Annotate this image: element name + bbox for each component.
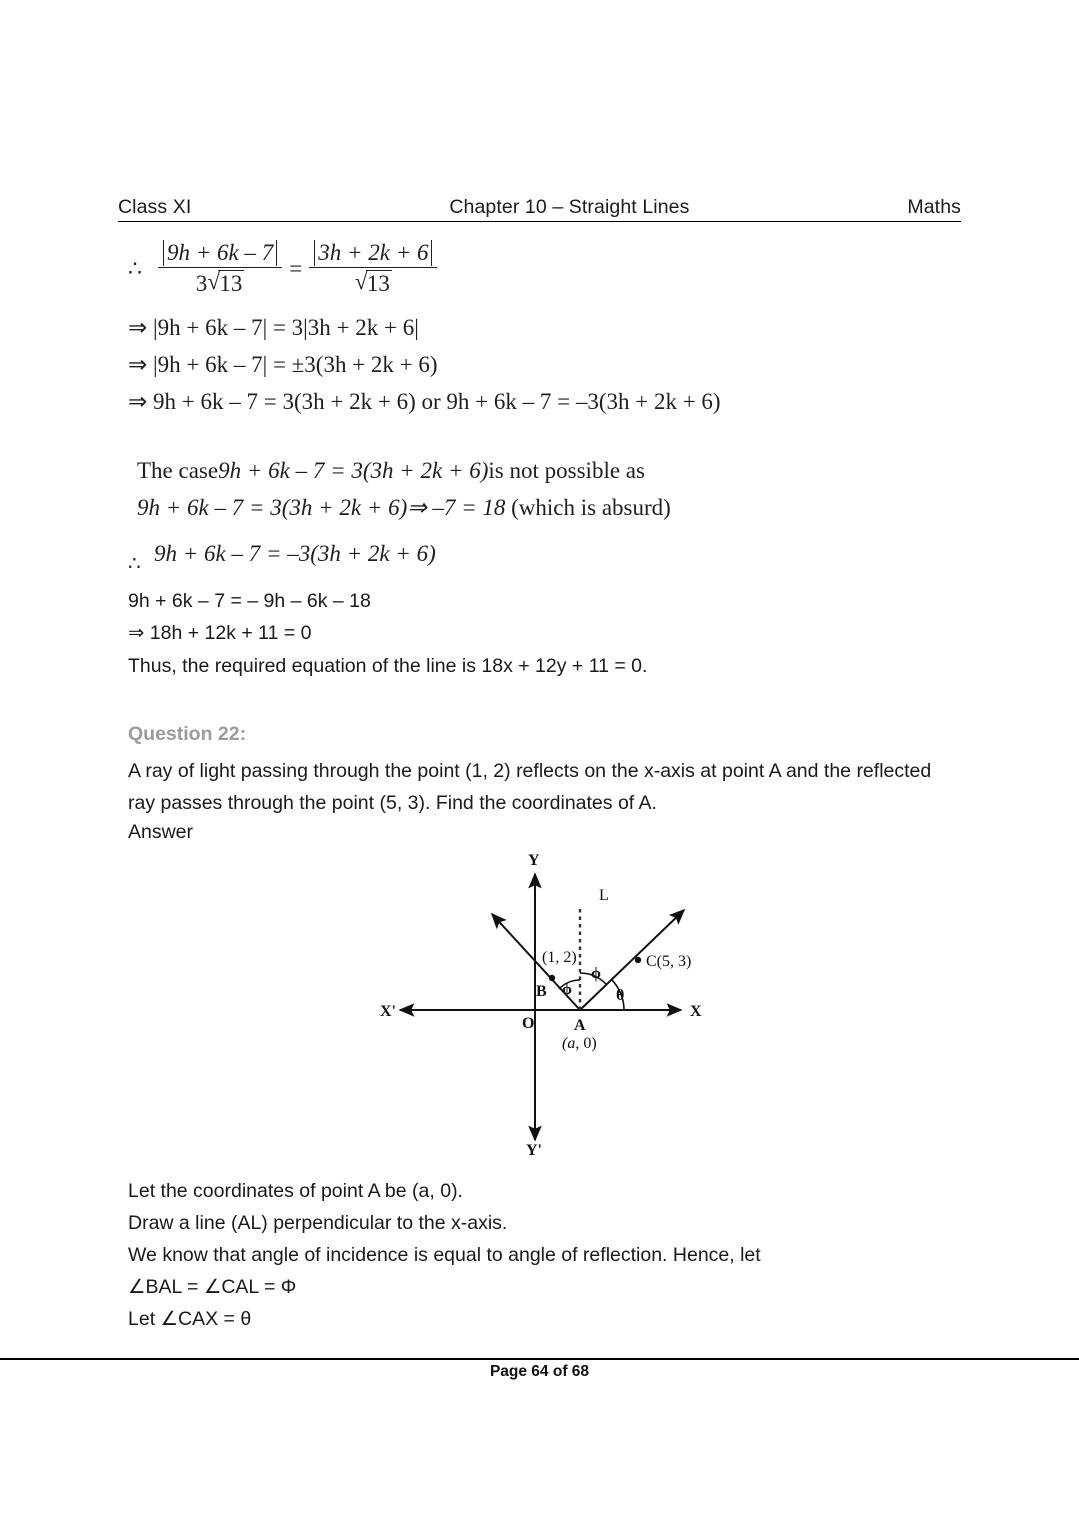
solution-line-2: Draw a line (AL) perpendicular to the x-axis. bbox=[128, 1212, 508, 1234]
equation-line-4: ⇒ 9h + 6k – 7 = 3(3h + 2k + 6) or 9h + 6k – 7 = –3(3h + 2k + 6) bbox=[128, 389, 721, 414]
equation-fraction-row bbox=[128, 240, 441, 297]
label-point-a: A bbox=[574, 1017, 586, 1034]
conclusion-equation: 9h + 6k – 7 = –3(3h + 2k + 6) bbox=[154, 541, 436, 566]
equation-line-3: ⇒ |9h + 6k – 7| = ±3(3h + 2k + 6) bbox=[128, 352, 438, 377]
solution-line-1: Let the coordinates of point A be (a, 0). bbox=[128, 1180, 463, 1202]
solution-line-5: Let ∠CAX = θ bbox=[128, 1308, 252, 1330]
label-y-negative: Y' bbox=[526, 1142, 542, 1159]
absurd-remark: (which is absurd) bbox=[511, 495, 671, 520]
label-angle-theta: θ bbox=[616, 987, 625, 1004]
label-angle-phi-left: ϕ bbox=[562, 981, 572, 998]
point-c-dot bbox=[635, 957, 641, 963]
absurd-implication: ⇒ –7 = 18 bbox=[407, 495, 506, 520]
page-number: Page 64 of 68 bbox=[489, 1363, 590, 1380]
solution-line-4: ∠BAL = ∠CAL = Φ bbox=[128, 1276, 297, 1298]
plain-equation-1: 9h + 6k – 7 = – 9h – 6k – 18 bbox=[128, 590, 371, 612]
conclusion-statement: Thus, the required equation of the line is 18x + 12y + 11 = 0. bbox=[128, 655, 648, 677]
fraction-left bbox=[158, 240, 282, 297]
absurd-line bbox=[137, 495, 671, 521]
label-x-negative: X' bbox=[380, 1003, 396, 1020]
fraction-left-numerator: 9h + 6k – 7 bbox=[163, 240, 277, 266]
question-text: A ray of light passing through the point (1, 2) reflects on the x-axis at point A and the reflected ray passes through the point (5, 3). Find the coordinates of A. bbox=[128, 760, 932, 814]
case-intro-prefix: The case bbox=[137, 458, 219, 483]
point-b-dot bbox=[549, 975, 555, 981]
case-intro-equation: 9h + 6k – 7 = 3(3h + 2k + 6) bbox=[218, 458, 489, 483]
footer-divider bbox=[0, 1358, 1079, 1360]
header-subject: Maths bbox=[907, 196, 961, 218]
label-point-b: B bbox=[536, 983, 547, 1000]
answer-label: Answer bbox=[128, 821, 194, 843]
absurd-equation: 9h + 6k – 7 = 3(3h + 2k + 6) bbox=[137, 495, 408, 520]
fraction-right-denominator: √ 13 bbox=[350, 268, 397, 297]
solution-line-3: We know that angle of incidence is equal to angle of reflection. Hence, let bbox=[128, 1244, 761, 1266]
label-origin: O bbox=[522, 1015, 535, 1032]
label-point-c: C(5, 3) bbox=[646, 953, 692, 970]
fraction-right-numerator: 3h + 2k + 6 bbox=[314, 240, 432, 266]
reflection-diagram bbox=[376, 848, 716, 1168]
equals-sign-1: = bbox=[289, 255, 303, 281]
plain-equation-2: ⇒ 18h + 12k + 11 = 0 bbox=[128, 622, 312, 644]
case-intro-line bbox=[137, 458, 645, 484]
fraction-left-denominator: 3 √ 13 bbox=[191, 268, 250, 297]
label-normal-l: L bbox=[599, 887, 609, 904]
fraction-right bbox=[309, 240, 437, 297]
equation-line-2: ⇒ |9h + 6k – 7| = 3|3h + 2k + 6| bbox=[128, 315, 419, 340]
therefore-symbol-2: ∴ bbox=[128, 552, 141, 575]
header-class: Class XI bbox=[118, 196, 192, 218]
label-x-positive: X bbox=[690, 1003, 702, 1020]
label-point-b-coords: (1, 2) bbox=[542, 949, 577, 966]
therefore-symbol-1: ∴ bbox=[128, 255, 142, 281]
label-y-positive: Y bbox=[528, 852, 540, 869]
question-label: Question 22: bbox=[128, 723, 247, 745]
case-intro-suffix: is not possible as bbox=[488, 458, 645, 483]
label-point-a-coords: (a, 0) bbox=[562, 1035, 597, 1052]
label-angle-phi-right: ϕ bbox=[591, 965, 601, 982]
header-divider bbox=[118, 221, 961, 222]
header-chapter: Chapter 10 – Straight Lines bbox=[449, 196, 690, 218]
page-header bbox=[118, 196, 961, 219]
conclusion-equation-row bbox=[128, 541, 436, 575]
